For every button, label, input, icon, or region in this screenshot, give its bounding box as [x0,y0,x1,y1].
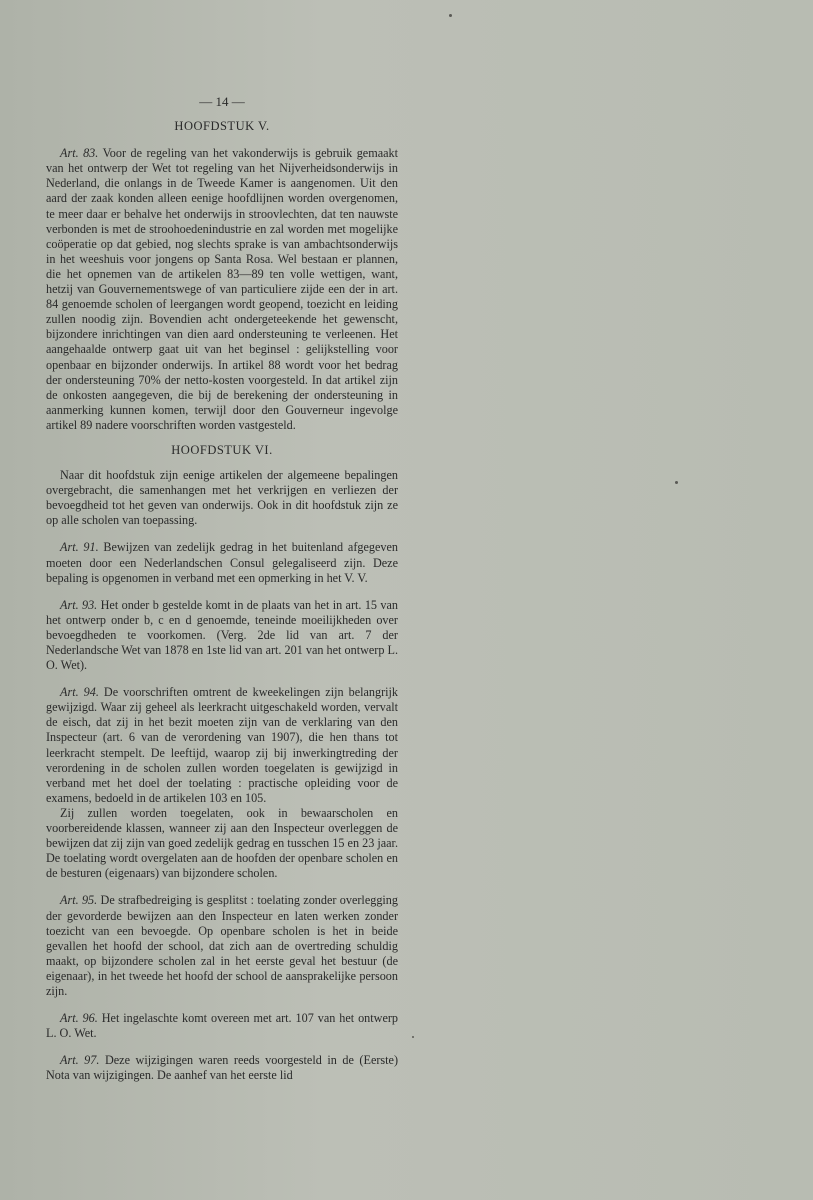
text-column [46,94,398,1083]
article-text: De voorschriften omtrent de kweekelingen zijn belangrijk gewijzigd. Waar zij geheel als leerkracht uitgeschakeld worden, vervalt de eisch, dat zij in het bezit moeten zijn van de verklaring van den Inspecteur (art. 6 van de verordening van 1907), die hen thans tot leerkracht stempelt. De leeftijd, waarop zij bij inwerkingtreding der verordening in de scholen zullen worden toegelaten is gewijzigd in verband met het doel der toelating : practische opleiding voor de examens, bedoeld in de artikelen 103 en 105. [46,685,399,805]
article-ref: Art. 83. [60,146,99,161]
paragraph-art-93 [46,598,398,673]
paragraph-art-94 [46,685,398,806]
article-ref: Art. 91. [60,540,99,555]
article-ref: Art. 93. [60,597,98,612]
article-text: Het ingelaschte komt overeen met art. 107 van het ontwerp L. O. Wet. [46,1011,399,1041]
paragraph-art-91 [46,540,398,585]
article-ref: Art. 94. [60,685,99,700]
article-ref: Art. 96. [60,1011,98,1026]
paragraph-art-97 [46,1053,398,1083]
paragraph-intro: Naar dit hoofdstuk zijn eenige artikelen der algemeene bepalingen overgebracht, die samenhangen met het verkrijgen en verliezen der bevoegdheid tot het geven van onderwijs. Ook in dit hoofdstuk zijn ze op alle scholen van toepassing. [46,468,398,528]
article-text: De strafbedreiging is gesplitst : toelating zonder overlegging der gevorderde bewijzen aan den Inspecteur en laten werken zonder toezicht van een bevoegde. Op openbare scholen is het in beide gevallen het hoofd der school, dat zich aan de overtreding schuldig maakt, op bijzondere scholen zal in het eerste geval het bestuur (de eigenaar), in het tweede het hoofd der school de aansprakelijke persoon zijn. [46,893,398,998]
paragraph-art-96 [46,1011,398,1041]
article-text: Bewijzen van zedelijk gedrag in het buitenland afgegeven moeten door een Nederlandschen Consul gelegaliseerd zijn. Deze bepaling is opgenomen in verband met een opmerking in het V. V. [46,540,398,585]
chapter-heading-vi: HOOFDSTUK VI. [171,442,273,457]
article-text: Deze wijzigingen waren reeds voorgesteld in de (Eerste) Nota van wijzigingen. De aanhef van het eerste lid [46,1053,399,1083]
page-number: — 14 — [199,94,245,109]
paragraph-art-95 [46,893,398,999]
article-ref: Art. 95. [60,893,98,908]
article-ref: Art. 97. [60,1053,100,1068]
article-text: Voor de regeling van het vakonderwijs is gebruik gemaakt van het ontwerp der Wet tot regeling van het Nijverheidsonderwijs in Nederland, die onlangs in de Tweede Kamer is aangenomen. Uit den aard der zaak konden alleen eenige hoofdlijnen worden overgenomen, te meer daar er behalve het onderwijs in stroovlechten, dat ten nauwste verbonden is met de stroohoedenindustrie en zal worden met mogelijke coöperatie op dat gebied, nog slechts sprake is van ambachtsonderwijs in het weeshuis voor jongens op Santa Rosa. Wel bestaan er plannen, die het opnemen van de artikelen 83—89 ten volle wettigen, want, hetzij van Gouvernementswege of van particuliere zijde een der in art. 84 genoemde scholen of leergangen wordt geopend, toezicht en leiding zullen noodig zijn. Bovendien acht ondergeteekende het gewenscht, bijzondere inrichtingen van dien aard ondersteuning te verleenen. Het aangehaalde ontwerp gaat uit van het beginsel : gelijkstelling voor openbaar en bijzonder onderwijs. In artikel 88 wordt voor het bedrag der ondersteuning 70% der netto-kosten voorgesteld. In dat artikel zijn de onkosten aangegeven, die bij de berekening der ondersteuning in aanmerking kunnen komen, terwijl door den Gouverneur ingevolge artikel 89 nadere voorschriften worden vastgesteld. [46,146,398,432]
chapter-heading-v: HOOFDSTUK V. [174,119,270,134]
paragraph-art-94-continued: Zij zullen worden toegelaten, ook in bewaarscholen en voorbereidende klassen, wanneer zij aan den Inspecteur overleggen de bewijzen dat zij zijn van goed zedelijk gedrag en tusschen 15 en 23 jaar. De toelating wordt overgelaten aan de hoofden der openbare scholen en de besturen (eigenaars) van bijzondere scholen. [46,805,398,881]
paragraph-art-83 [46,146,398,433]
article-text: Het onder b gestelde komt in de plaats van het in art. 15 van het ontwerp onder b, c en d genoemde, teneinde moeilijkheden over bevoegdheden te voorkomen. (Verg. 2de lid van art. 7 der Nederlandsche Wet van 1878 en 1ste lid van art. 201 van het ontwerp L. O. Wet). [46,597,398,673]
